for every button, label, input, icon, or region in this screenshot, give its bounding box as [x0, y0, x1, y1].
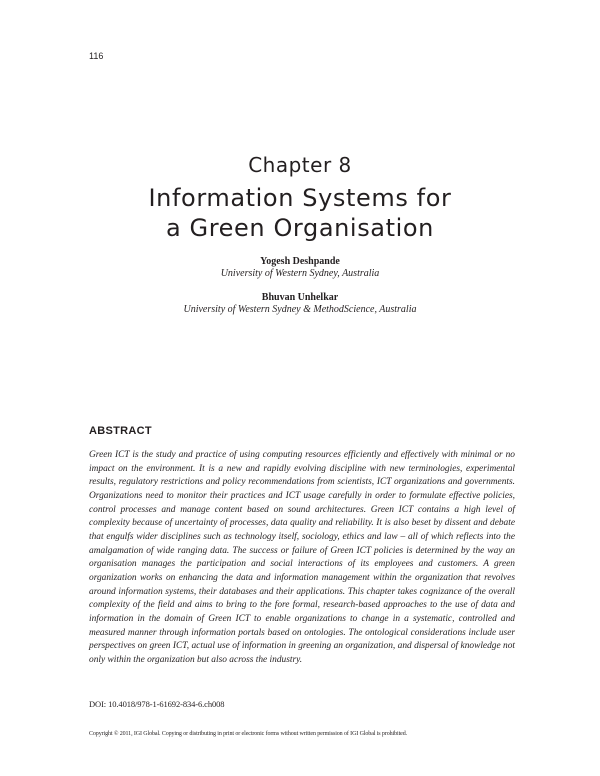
- page-number: 116: [89, 51, 104, 61]
- chapter-label: Chapter 8: [248, 153, 352, 177]
- author-name: Yogesh Deshpande: [260, 256, 340, 267]
- chapter-title: [0, 183, 600, 243]
- abstract-heading: ABSTRACT: [89, 425, 152, 437]
- author-block: [0, 256, 600, 280]
- chapter-title-line-2: a Green Organisation: [166, 214, 434, 242]
- author-affiliation: University of Western Sydney & MethodScience, Australia: [183, 304, 417, 315]
- abstract-body: Green ICT is the study and practice of using computing resources efficiently and effectively with minimal or no impact on the environment. It is a new and rapidly evolving discipline with new terminologies, experimental results, regulatory restrictions and policy recommendations from scientists, ICT organizations and governments. Organizations need to monitor their practices and ICT usage carefully in order to formulate effective policies, control processes and manage content based on sound architectures. Green ICT contains a high level of complexity because of uncertainty of processes, data quality and reliability. It is also beset by dissent and debate that engulfs wider disciplines such as technology itself, sociology, ethics and law – all of which reflects into the amalgamation of wide ranging data. The success or failure of Green ICT policies is determined by the way an organisation manages the participation and social interactions of its employees and customers. A green organization works on enhancing the data and information management within the organization that revolves around information systems, their databases and their applications. This chapter takes cognizance of the overall complexity of the field and aims to bring to the fore formal, research-based approaches to the use of data and information in the domain of Green ICT to enable organizations to change in a systematic, controlled and measured manner through information portals based on ontologies. The ontological considerations include user perspectives on green ICT, actual use of information in greening an organization, and dispersal of knowledge not only within the organization but also across the industry.: [89, 450, 515, 665]
- doi-text: DOI: 10.4018/978-1-61692-834-6.ch008: [89, 699, 225, 709]
- author-block: [0, 292, 600, 316]
- author-affiliation: University of Western Sydney, Australia: [220, 268, 380, 279]
- chapter-title-line-1: Information Systems for: [148, 184, 452, 212]
- copyright-notice: Copyright © 2011, IGI Global. Copying or distributing in print or electronic forms without written permission of IGI Global is prohibited.: [89, 731, 407, 737]
- author-name: Bhuvan Unhelkar: [261, 292, 339, 303]
